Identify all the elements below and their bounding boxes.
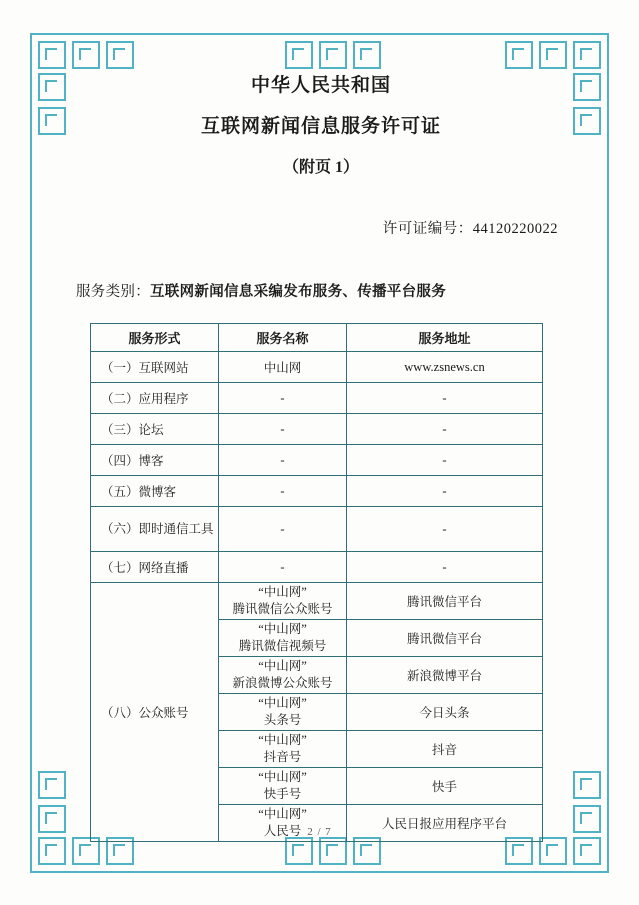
row-name — [219, 620, 347, 657]
row-address: 今日头条 — [347, 694, 543, 731]
table-row — [91, 476, 543, 507]
row-name — [219, 694, 347, 731]
account-name-line1: “中山网” — [258, 733, 307, 748]
row-address: - — [347, 445, 543, 476]
document-content — [76, 70, 566, 842]
row-name: - — [219, 414, 347, 445]
table-row — [91, 414, 543, 445]
border-key-run-top-left — [38, 41, 134, 69]
row-address: 腾讯微信平台 — [347, 620, 543, 657]
border-key-run-left-lower — [38, 771, 66, 833]
border-key-run-left-upper — [38, 73, 66, 135]
table-header-name: 服务名称 — [219, 324, 347, 352]
license-number-label: 许可证编号： — [382, 221, 473, 237]
row-address: 腾讯微信平台 — [347, 583, 543, 620]
page-title-appendix: （附页 1） — [282, 159, 359, 176]
table-header-address: 服务地址 — [347, 324, 543, 352]
table-row — [91, 552, 543, 583]
account-name-line1: “中山网” — [258, 585, 307, 600]
row-name: - — [219, 552, 347, 583]
row-address: 抖音 — [347, 731, 543, 768]
border-key-run-top-center — [285, 41, 381, 69]
row-name: 中山网 — [219, 352, 347, 383]
row-form: （二）应用程序 — [91, 383, 219, 414]
row-name: - — [219, 507, 347, 552]
account-name-line2: 腾讯微信视频号 — [238, 639, 327, 653]
page-title-line2: 互联网新闻信息服务许可证 — [200, 116, 441, 137]
account-name-line2: 腾讯微信公众账号 — [232, 602, 333, 616]
border-edge-right — [607, 33, 609, 873]
license-number-value: 44120220022 — [472, 221, 558, 237]
row-address: 快手 — [347, 768, 543, 805]
row-address: - — [347, 414, 543, 445]
service-category-label: 服务类别： — [76, 284, 150, 300]
border-key-run-right-upper — [573, 73, 601, 135]
row-name: - — [219, 445, 347, 476]
table-row — [91, 383, 543, 414]
account-name-line2: 头条号 — [263, 713, 302, 727]
border-key-run-right-lower — [573, 771, 601, 833]
border-key-run-top-right — [505, 41, 601, 69]
account-name-line2: 快手号 — [263, 787, 302, 801]
row-address: - — [347, 476, 543, 507]
table-row — [91, 583, 543, 620]
row-form: （五）微博客 — [91, 476, 219, 507]
table-header-row — [91, 324, 543, 352]
row-name: - — [219, 383, 347, 414]
row-name — [219, 583, 347, 620]
row-address: www.zsnews.cn — [347, 352, 543, 383]
border-edge-bottom — [30, 871, 609, 873]
page-title-line1: 中华人民共和国 — [250, 75, 391, 96]
table-row — [91, 507, 543, 552]
account-name-line1: “中山网” — [258, 807, 307, 822]
row-name — [219, 731, 347, 768]
border-edge-top — [30, 33, 609, 35]
table-row — [91, 445, 543, 476]
row-address: - — [347, 552, 543, 583]
account-name-line1: “中山网” — [258, 696, 307, 711]
table-row — [91, 352, 543, 383]
row-name — [219, 657, 347, 694]
row-address: - — [347, 507, 543, 552]
row-form: （六）即时通信工具 — [91, 507, 219, 552]
table-header-form: 服务形式 — [91, 324, 219, 352]
service-category — [76, 280, 566, 301]
row-form: （三）论坛 — [91, 414, 219, 445]
border-edge-left — [30, 33, 32, 873]
service-category-value: 互联网新闻信息采编发布服务、传播平台服务 — [150, 284, 446, 300]
account-name-line1: “中山网” — [258, 659, 307, 674]
row-form: （七）网络直播 — [91, 552, 219, 583]
row-form-public-accounts: （八）公众账号 — [91, 583, 219, 842]
license-number — [76, 217, 558, 238]
account-name-line2: 新浪微博公众账号 — [232, 676, 333, 690]
row-address: 新浪微博平台 — [347, 657, 543, 694]
row-form: （一）互联网站 — [91, 352, 219, 383]
page-number: 2 / 7 — [307, 826, 332, 838]
account-name-line1: “中山网” — [258, 770, 307, 785]
row-address: - — [347, 383, 543, 414]
service-table — [90, 323, 543, 842]
row-form: （四）博客 — [91, 445, 219, 476]
row-name — [219, 768, 347, 805]
account-name-line2: 人民号 — [263, 824, 302, 838]
row-address: 人民日报应用程序平台 — [347, 805, 543, 842]
row-name: - — [219, 476, 347, 507]
account-name-line1: “中山网” — [258, 622, 307, 637]
account-name-line2: 抖音号 — [263, 750, 302, 764]
